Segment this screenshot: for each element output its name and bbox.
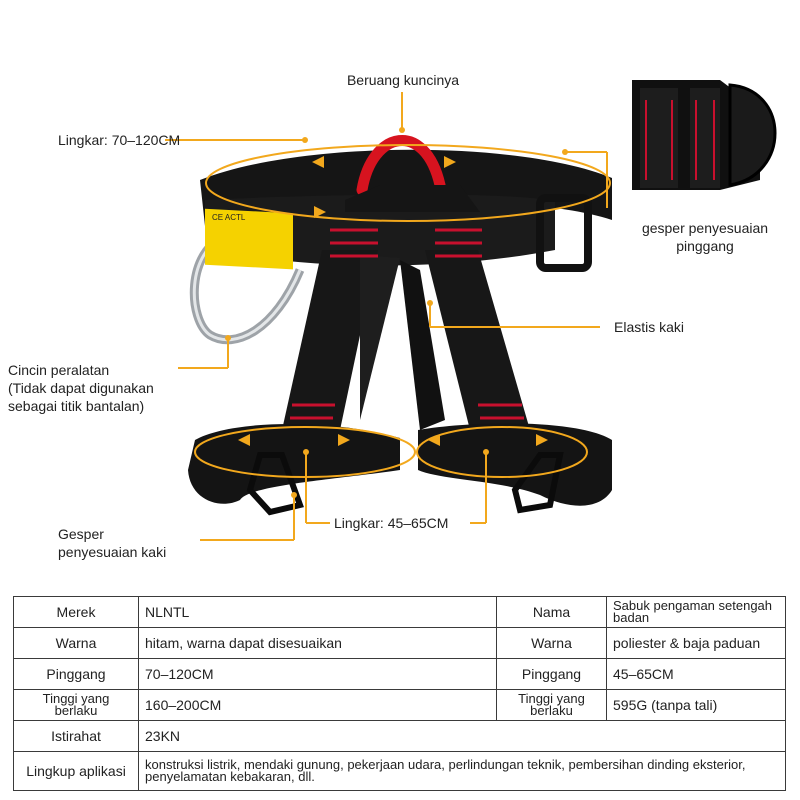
spec-value: poliester & baja paduan	[607, 628, 786, 659]
table-row	[14, 752, 786, 791]
table-row	[14, 628, 786, 659]
spec-value: hitam, warna dapat disesuaikan	[139, 628, 497, 659]
callout-leg-adjust-line1: Gesper	[58, 526, 104, 542]
spec-key: Tinggi yang berlaku	[497, 690, 607, 721]
callout-carabiner: Beruang kuncinya	[346, 72, 460, 88]
spec-value: 595G (tanpa tali)	[607, 690, 786, 721]
table-row	[14, 690, 786, 721]
spec-key: Tinggi yang berlaku	[14, 690, 139, 721]
table-row	[14, 721, 786, 752]
spec-value: NLNTL	[139, 597, 497, 628]
spec-value: konstruksi listrik, mendaki gunung, pekerjaan udara, perlindungan teknik, pembersihan dinding eksterior, penyelamatan kebakaran, dll.	[139, 752, 786, 791]
buckle-inset-photo	[622, 52, 778, 208]
callout-leg-circumference: Lingkar: 45–65CM	[334, 515, 449, 531]
spec-value: 70–120CM	[139, 659, 497, 690]
spec-key: Nama	[497, 597, 607, 628]
spec-table	[13, 596, 786, 791]
svg-text:CE ACTL: CE ACTL	[212, 213, 246, 222]
callout-waist-circumference: Lingkar: 70–120CM	[58, 132, 181, 148]
callout-gear-ring-line2: (Tidak dapat digunakan	[8, 380, 154, 396]
spec-value: 23KN	[139, 721, 786, 752]
callout-leg-adjust-line2: penyesuaian kaki	[58, 544, 167, 560]
spec-key: Warna	[14, 628, 139, 659]
callout-leg-elastic: Elastis kaki	[614, 319, 685, 335]
spec-value: 160–200CM	[139, 690, 497, 721]
spec-key: Istirahat	[14, 721, 139, 752]
leg-loops	[188, 423, 612, 512]
callout-waist-adjust-line2: pinggang	[676, 238, 734, 254]
spec-key: Pinggang	[497, 659, 607, 690]
leg-straps	[282, 250, 530, 430]
spec-key: Lingkup aplikasi	[14, 752, 139, 791]
spec-key: Merek	[14, 597, 139, 628]
table-row	[14, 597, 786, 628]
callout-waist-adjust-line1: gesper penyesuaian	[641, 220, 769, 236]
spec-key: Pinggang	[14, 659, 139, 690]
callout-gear-ring-line1: Cincin peralatan	[8, 362, 110, 378]
table-row	[14, 659, 786, 690]
spec-value: Sabuk pengaman setengah badan	[607, 597, 786, 628]
spec-key: Warna	[497, 628, 607, 659]
spec-value: 45–65CM	[607, 659, 786, 690]
callout-gear-ring-line3: sebagai titik bantalan)	[8, 398, 145, 414]
